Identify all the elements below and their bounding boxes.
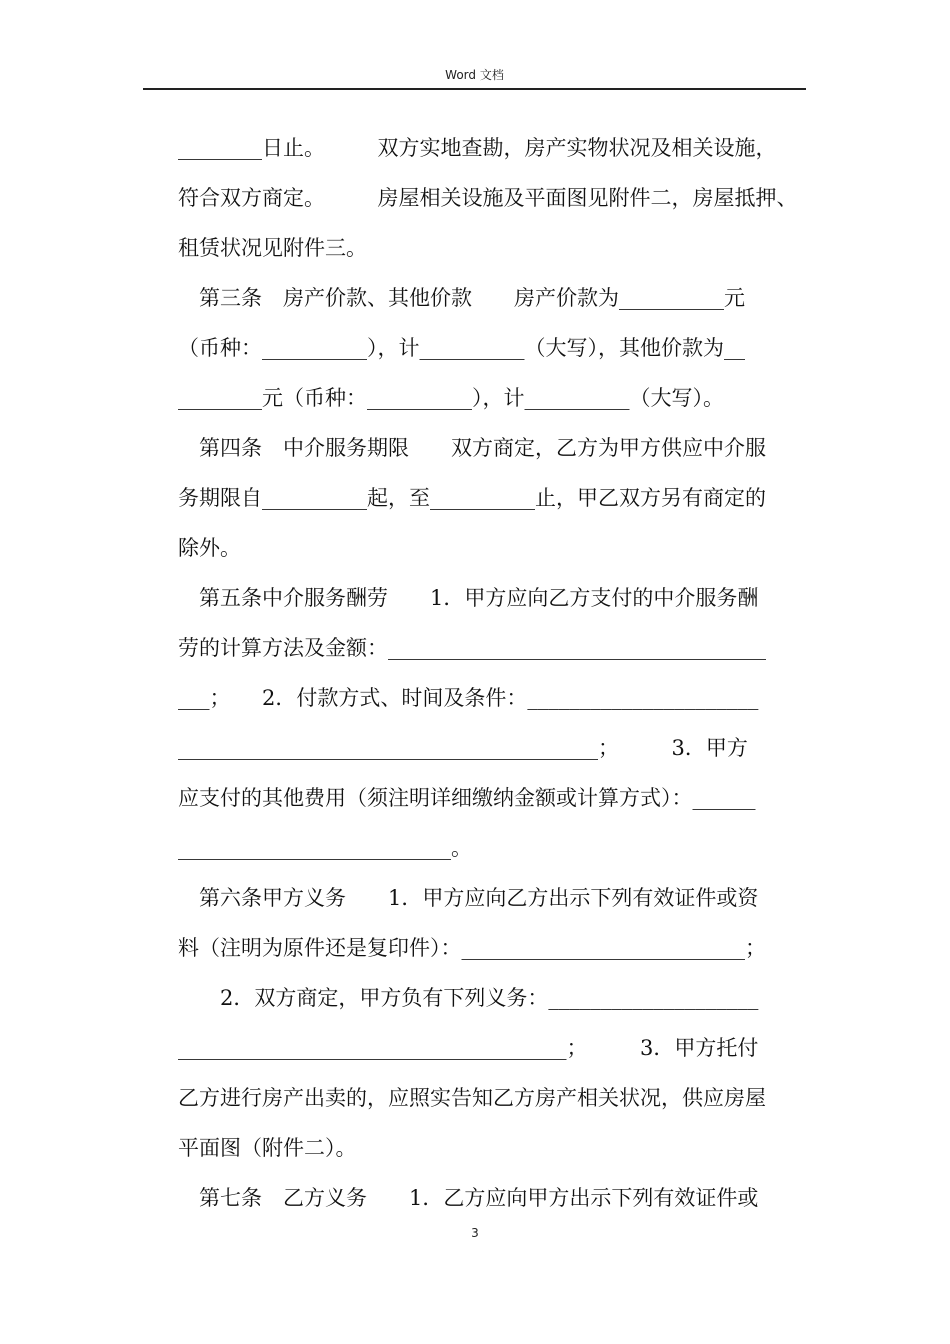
text-line: 平面图（附件二）。 xyxy=(178,1136,357,1160)
text-line: ___； 2．付款方式、时间及条件：______________________ xyxy=(178,686,759,710)
text-line: 租赁状况见附件三。 xyxy=(178,236,367,260)
text-line: 料（注明为原件还是复印件）：___________________________； xyxy=(178,936,766,960)
text-line: 2．双方商定，甲方负有下列义务：____________________ xyxy=(178,986,759,1010)
text-line: 务期限自__________起，至__________止，甲乙双方另有商定的 xyxy=(178,486,766,510)
text-line: _____________________________________； 3．甲方托付 xyxy=(178,1036,759,1060)
document-body xyxy=(178,126,806,1226)
page-number: 3 xyxy=(471,1226,479,1240)
text-line: ________日止。 双方实地查勘，房产实物状况及相关设施， xyxy=(178,136,777,160)
text-line: 第四条 中介服务期限 双方商定，乙方为甲方供应中介服 xyxy=(178,436,766,460)
text-line: 第六条甲方义务 1．甲方应向乙方出示下列有效证件或资 xyxy=(178,886,759,910)
text-line: 应支付的其他费用（须注明详细缴纳金额或计算方式）：______ xyxy=(178,786,756,810)
text-line: （币种：__________），计__________（大写），其他价款为__ xyxy=(178,336,745,360)
text-line: 符合双方商定。 房屋相关设施及平面图见附件二，房屋抵押、 xyxy=(178,186,798,210)
page-header xyxy=(143,66,806,90)
text-line: ________________________________________； 3．甲方 xyxy=(178,736,748,760)
text-line: 除外。 xyxy=(178,536,241,560)
text-line: 第五条中介服务酬劳 1．甲方应向乙方支付的中介服务酬 xyxy=(178,586,759,610)
text-line: 第三条 房产价款、其他价款 房产价款为__________元 xyxy=(178,286,745,310)
text-line: 第七条 乙方义务 1．乙方应向甲方出示下列有效证件或 xyxy=(178,1186,759,1210)
text-line: ________元（币种：__________），计__________（大写）。 xyxy=(178,386,724,410)
header-title: Word 文档 xyxy=(445,68,504,82)
page-footer xyxy=(0,1226,950,1240)
text-line: __________________________。 xyxy=(178,836,472,860)
text-line: 劳的计算方法及金额：____________________________________ xyxy=(178,636,766,660)
text-line: 乙方进行房产出卖的，应照实告知乙方房产相关状况，供应房屋 xyxy=(178,1086,766,1110)
